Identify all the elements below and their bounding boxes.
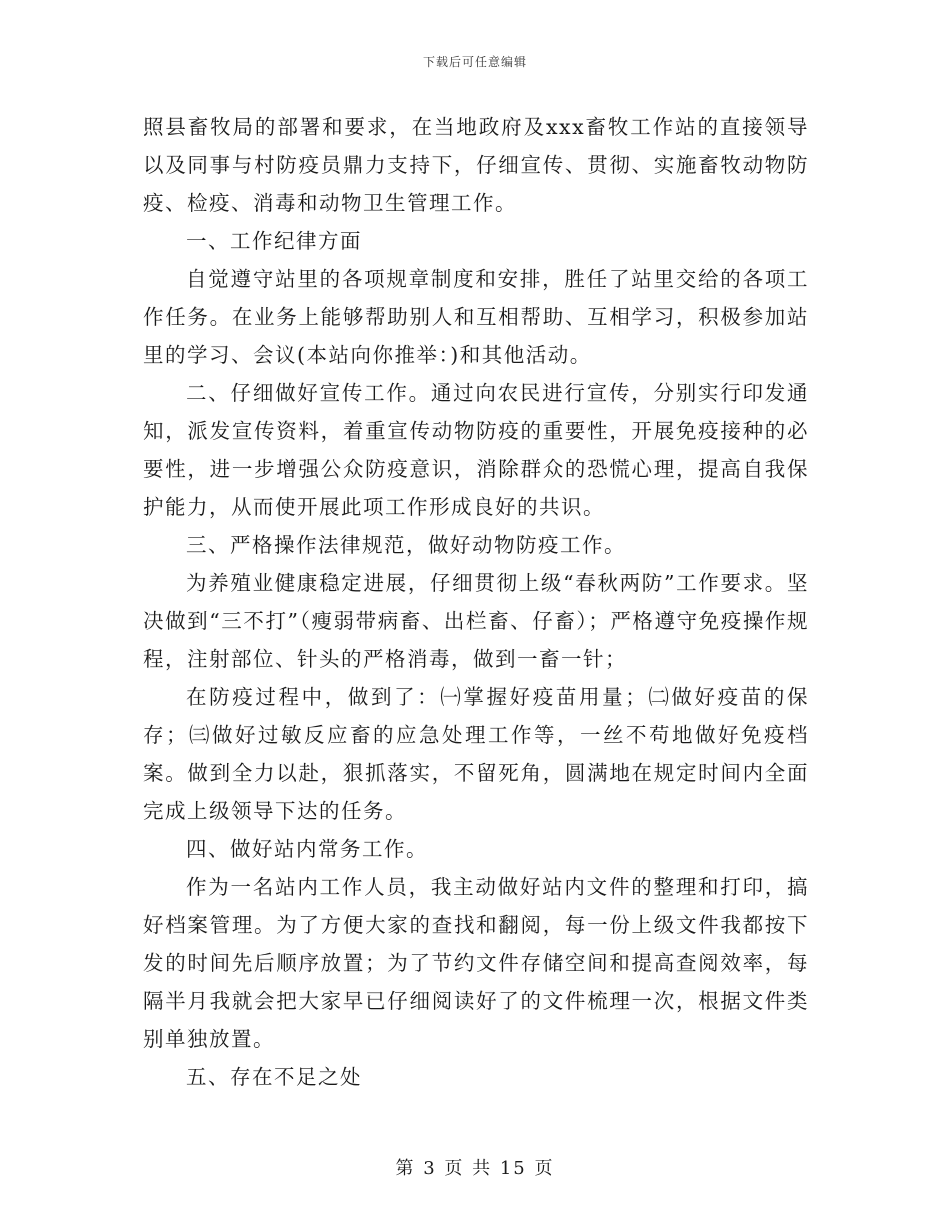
- document-body: [143, 108, 809, 1096]
- paragraph-publicity: 二、仔细做好宣传工作。通过向农民进行宣传，分别实行印发通知，派发宣传资料，着重宣传动物防疫的重要性，开展免疫接种的必要性，进一步增强公众防疫意识，消除群众的恐慌心理，提高自我保护能力，从而使开展此项工作形成良好的共识。: [143, 381, 809, 519]
- page-header: 下载后可任意编辑: [422, 55, 527, 69]
- paragraph-intro: 照县畜牧局的部署和要求，在当地政府及xxx畜牧工作站的直接领导以及同事与村防疫员鼎力支持下，仔细宣传、贯彻、实施畜牧动物防疫、检疫、消毒和动物卫生管理工作。: [143, 115, 809, 215]
- page-footer: 第 3 页 共 15 页: [395, 1158, 555, 1179]
- paragraph-routine: 作为一名站内工作人员，我主动做好站内文件的整理和打印，搞好档案管理。为了方便大家的查找和翻阅，每一份上级文件我都按下发的时间先后顺序放置；为了节约文件存储空间和提高查阅效率，每隔半月我就会把大家早已仔细阅读好了的文件梳理一次，根据文件类别单独放置。: [143, 875, 809, 1051]
- section-heading-routine: 四、做好站内常务工作。: [186, 837, 429, 861]
- section-heading-discipline: 一、工作纪律方面: [186, 229, 363, 253]
- paragraph-discipline: 自觉遵守站里的各项规章制度和安排，胜任了站里交给的各项工作任务。在业务上能够帮助别人和互相帮助、互相学习，积极参加站里的学习、会议(本站向你推举：)和其他活动。: [143, 267, 809, 367]
- paragraph-prevention: 为养殖业健康稳定进展，仔细贯彻上级“春秋两防”工作要求。坚决做到“三不打”（瘦弱带病畜、出栏畜、仔畜）；严格遵守免疫操作规程，注射部位、针头的严格消毒，做到一畜一针；: [143, 571, 809, 671]
- paragraph-prevention-process: 在防疫过程中，做到了：㈠掌握好疫苗用量；㈡做好疫苗的保存；㈢做好过敏反应畜的应急处理工作等，一丝不苟地做好免疫档案。做到全力以赴，狠抓落实，不留死角，圆满地在规定时间内全面完成上级领导下达的任务。: [143, 685, 809, 823]
- section-heading-prevention: 三、严格操作法律规范，做好动物防疫工作。: [186, 533, 627, 557]
- section-heading-shortcomings: 五、存在不足之处: [186, 1065, 363, 1089]
